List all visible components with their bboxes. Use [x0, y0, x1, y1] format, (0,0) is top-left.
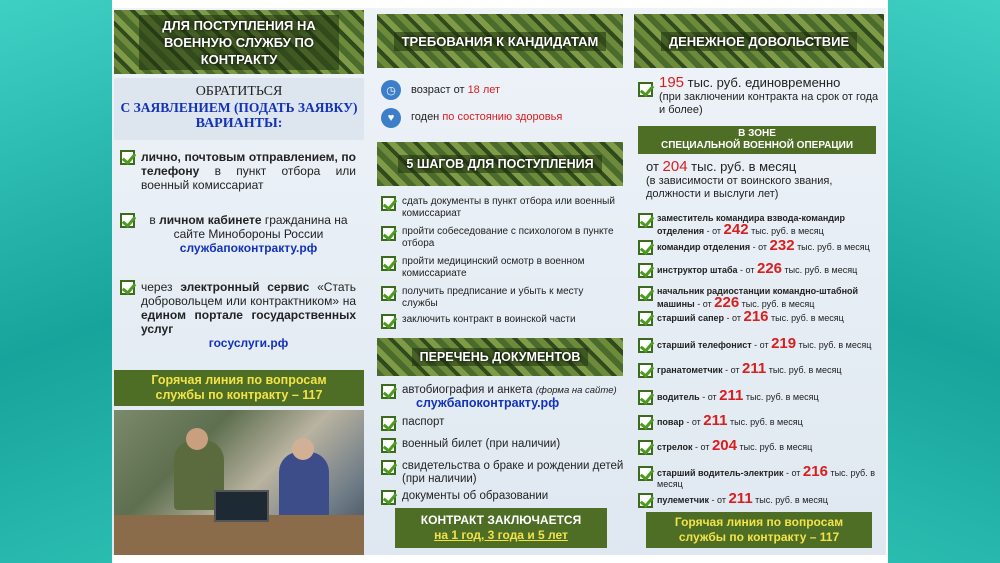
- step-4: получить предписание и убыть к месту службы: [381, 286, 621, 310]
- check-icon: [381, 314, 396, 329]
- position-row: старший телефонист - от 219 тыс. руб. в месяц: [638, 338, 882, 353]
- check-icon: [638, 311, 653, 326]
- background-right: [888, 0, 1000, 563]
- check-icon: [120, 150, 135, 165]
- position-row: старший сапер - от 216 тыс. руб. в месяц: [638, 311, 882, 326]
- position-row: стрелок - от 204 тыс. руб. в месяц: [638, 440, 882, 455]
- position-row: начальник радиостанции командно-штабной машины - от 226 тыс. руб. в месяц: [638, 286, 882, 310]
- doc-education: документы об образовании: [381, 490, 625, 505]
- check-icon: [120, 280, 135, 295]
- check-icon: [638, 286, 653, 301]
- position-row: заместитель командира взвода-командир отделения - от 242 тыс. руб. в месяц: [638, 213, 882, 237]
- check-icon: [381, 416, 396, 431]
- docs-site-link[interactable]: службапоконтракту.рф: [416, 396, 560, 410]
- column-requirements: [375, 8, 627, 555]
- check-icon: [381, 196, 396, 211]
- apply-line-3: ВАРИАНТЫ:: [195, 116, 283, 131]
- mil-site-link[interactable]: службапоконтракту.рф: [179, 241, 318, 255]
- check-icon: [381, 438, 396, 453]
- doc-autobiography: автобиография и анкета (форма на сайте) службапоконтракту.рф: [381, 384, 625, 411]
- step-5: заключить контракт в воинской части: [381, 314, 621, 329]
- position-row: командир отделения - от 232 тыс. руб. в месяц: [638, 240, 882, 255]
- step-1: сдать документы в пункт отбора или военный комиссариат: [381, 196, 621, 220]
- check-icon: [381, 226, 396, 241]
- check-icon: [638, 338, 653, 353]
- age-requirement: возраст от 18 лет: [411, 84, 501, 96]
- pay-header: ДЕНЕЖНОЕ ДОВОЛЬСТВИЕ: [634, 14, 884, 68]
- apply-box: [114, 78, 364, 140]
- position-row: водитель - от 211 тыс. руб. в месяц: [638, 390, 882, 405]
- recruitment-poster: [112, 8, 886, 555]
- steps-header: 5 ШАГОВ ДЛЯ ПОСТУПЛЕНИЯ: [377, 142, 623, 186]
- check-icon: [381, 490, 396, 505]
- position-row: инструктор штаба - от 226 тыс. руб. в месяц: [638, 263, 882, 278]
- check-icon: [381, 384, 396, 399]
- gosuslugi-link[interactable]: госуслуги.рф: [208, 336, 289, 350]
- doc-passport: паспорт: [381, 416, 625, 431]
- check-icon: [381, 460, 396, 475]
- apply-header: ДЛЯ ПОСТУПЛЕНИЯ НА ВОЕННУЮ СЛУЖБУ ПО КОНТРАКТУ: [114, 10, 364, 74]
- clock-icon: ◷: [381, 80, 401, 100]
- special-operation-banner: В ЗОНЕ СПЕЦИАЛЬНОЙ ВОЕННОЙ ОПЕРАЦИИ: [638, 126, 876, 154]
- check-icon: [638, 415, 653, 430]
- hotline-right: Горячая линия по вопросам службы по контракту – 117: [646, 512, 872, 548]
- contract-terms: КОНТРАКТ ЗАКЛЮЧАЕТСЯ на 1 год, 3 года и 5 лет: [395, 508, 607, 548]
- recruitment-office-photo: [114, 410, 364, 555]
- check-icon: [638, 240, 653, 255]
- check-icon: [120, 213, 135, 228]
- option-gosuslugi: через электронный сервис «Стать добровольцем или контрактником» на едином портале государственных услуг госуслуги.рф: [120, 280, 356, 350]
- position-row: повар - от 211 тыс. руб. в месяц: [638, 415, 882, 430]
- lump-sum-item: 195 тыс. руб. единовременно (при заключении контракта на срок от года и более): [638, 74, 882, 117]
- check-icon: [638, 493, 653, 508]
- apply-line-2: С ЗАЯВЛЕНИЕМ (ПОДАТЬ ЗАЯВКУ): [120, 100, 358, 115]
- requirements-header: ТРЕБОВАНИЯ К КАНДИДАТАМ: [377, 14, 623, 68]
- check-icon: [638, 213, 653, 228]
- check-icon: [381, 256, 396, 271]
- position-row: старший водитель-электрик - от 216 тыс. руб. в месяц: [638, 466, 882, 490]
- check-icon: [638, 466, 653, 481]
- position-row: гранатометчик - от 211 тыс. руб. в месяц: [638, 363, 882, 378]
- option-in-person: лично, почтовым отправлением, по телефону в пункт отбора или военный комиссариат: [120, 150, 356, 192]
- doc-certificates: свидетельства о браке и рождении детей (при наличии): [381, 460, 625, 486]
- option-personal-cabinet: в личном кабинете гражданина на сайте Минобороны России службапоконтракту.рф: [120, 213, 356, 255]
- background-left: [0, 0, 112, 563]
- check-icon: [381, 286, 396, 301]
- doc-military-id: военный билет (при наличии): [381, 438, 625, 453]
- column-apply: [112, 8, 364, 555]
- heart-icon: ♥: [381, 108, 401, 128]
- column-pay: [632, 8, 886, 555]
- check-icon: [638, 82, 653, 97]
- check-icon: [638, 263, 653, 278]
- check-icon: [638, 440, 653, 455]
- step-3: пройти медицинский осмотр в военном комиссариате: [381, 256, 621, 280]
- check-icon: [638, 363, 653, 378]
- apply-line-1: ОБРАТИТЬСЯ: [195, 84, 283, 99]
- check-icon: [638, 390, 653, 405]
- zone-pay: от 204 тыс. руб. в месяц (в зависимости от воинского звания, должности и выслуги лет): [646, 158, 833, 200]
- hotline-left: Горячая линия по вопросам службы по контракту – 117: [114, 370, 364, 406]
- health-requirement: годен по состоянию здоровья: [411, 111, 563, 123]
- position-row: пулеметчик - от 211 тыс. руб. в месяц: [638, 493, 882, 508]
- documents-header: ПЕРЕЧЕНЬ ДОКУМЕНТОВ: [377, 338, 623, 376]
- step-2: пройти собеседование с психологом в пункте отбора: [381, 226, 621, 250]
